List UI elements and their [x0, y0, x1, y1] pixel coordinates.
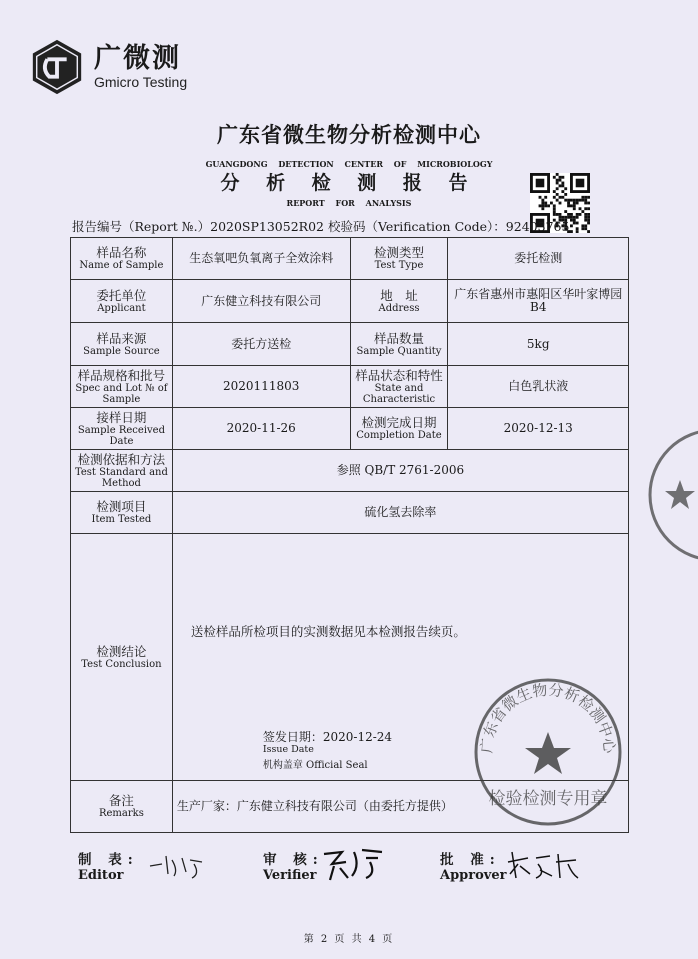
- label-cn: 委托单位: [96, 287, 147, 303]
- verifier-signature-block: [263, 852, 324, 884]
- page-number: 第 2 页 共 4 页: [303, 934, 395, 945]
- label-cn: 接样日期: [96, 409, 147, 425]
- brand-name-en: Gmicro Testing: [94, 74, 188, 90]
- label-en: Item Tested: [91, 514, 152, 525]
- star-icon: [525, 732, 571, 774]
- label-en: Completion Date: [356, 430, 442, 441]
- editor-signature-block: [78, 852, 139, 884]
- row-standard: [71, 450, 629, 492]
- partial-seal-stamp: [640, 425, 698, 565]
- brand-logo: [28, 38, 187, 96]
- label-cn: 检测依据和方法: [77, 451, 166, 467]
- table-row: [71, 323, 629, 366]
- approver-label-cn: 批 准:: [440, 852, 501, 868]
- label-cn: 样品来源: [96, 330, 147, 346]
- verifier-label-en: Verifier: [263, 868, 317, 883]
- row-item: [71, 492, 629, 534]
- label-cn: 样品名称: [96, 245, 147, 260]
- field-value: 广东健立科技有限公司: [172, 280, 350, 323]
- field-value: 2020111803: [172, 366, 350, 408]
- label-en: Spec and Lot № of Sample: [75, 382, 168, 405]
- label-cn: 样品状态和特性: [355, 367, 443, 383]
- editor-label-en: Editor: [78, 868, 124, 883]
- editor-signature: [148, 852, 208, 880]
- field-value: 委托方送检: [172, 323, 350, 366]
- verifier-label-cn: 审 核:: [263, 852, 324, 868]
- label-en: Test Conclusion: [81, 658, 162, 670]
- field-value: 白色乳状液: [448, 366, 629, 408]
- label-en: Name of Sample: [79, 260, 164, 271]
- label-en: Sample Received Date: [77, 424, 165, 447]
- label-en: Address: [378, 302, 420, 314]
- table-row: [71, 280, 629, 323]
- label-en: Test Type: [374, 260, 424, 271]
- label-cn: 地 址: [380, 287, 418, 303]
- label-cn: 检测完成日期: [361, 415, 437, 430]
- gt-logo-icon: [28, 38, 86, 96]
- table-row: [71, 238, 629, 280]
- label-en: Remarks: [98, 808, 144, 819]
- label-cn: 检测项目: [96, 499, 147, 514]
- approver-signature: [506, 848, 582, 884]
- center-title-cn: 广东省微生物分析检测中心: [217, 122, 481, 147]
- standard-value: 参照 QB/T 2761-2006: [172, 450, 628, 492]
- official-seal-label: 机构盖章 Official Seal: [262, 760, 368, 771]
- verifier-signature: [320, 846, 386, 882]
- svg-text:检验检测专用章: 检验检测专用章: [488, 789, 608, 809]
- issue-date: 签发日期：2020-12-24: [262, 730, 393, 744]
- conclusion-text: 送检样品所检项目的实测数据见本检测报告续页。: [190, 624, 466, 639]
- label-en: State and Characteristic: [362, 382, 436, 405]
- issue-date-label-en: Issue Date: [262, 744, 314, 755]
- field-value: 5kg: [448, 323, 629, 366]
- field-value: 2020-12-13: [448, 408, 629, 450]
- brand-name-cn: 广微测: [94, 43, 181, 74]
- report-title-cn: 分 析 检 测 报 告: [220, 172, 478, 194]
- center-title-en: GUANGDONG DETECTION CENTER OF MICROBIOLOGY: [205, 159, 493, 169]
- official-seal-stamp: [472, 676, 624, 828]
- field-value: 生态氧吧负氧离子全效涂料: [172, 238, 350, 280]
- label-cn: 备注: [108, 793, 134, 808]
- approver-label-en: Approver: [440, 868, 507, 883]
- label-cn: 样品规格和批号: [77, 367, 166, 383]
- remarks-value: 生产厂家：广东健立科技有限公司（由委托方提供）: [172, 781, 628, 833]
- approver-signature-block: [440, 852, 506, 884]
- field-value: 2020-11-26: [172, 408, 350, 450]
- table-row: [71, 366, 629, 408]
- label-en: Applicant: [97, 302, 146, 314]
- label-cn: 检测类型: [373, 245, 424, 260]
- label-en: Sample Source: [83, 345, 160, 357]
- report-number: 报告编号（Report №.）2020SP13052R02 校验码（Verification Code）：92403765: [72, 219, 570, 234]
- svg-text:广东省微生物分析检测中心: 广东省微生物分析检测中心: [477, 680, 619, 754]
- field-value: 委托检测: [448, 238, 629, 280]
- label-en: Sample Quantity: [356, 345, 442, 357]
- item-value: 硫化氢去除率: [172, 492, 628, 534]
- report-title-en: REPORT FOR ANALYSIS: [286, 198, 412, 208]
- field-value: 广东省惠州市惠阳区华叶家博园B4: [448, 280, 629, 323]
- label-cn: 样品数量: [373, 330, 424, 346]
- editor-label-cn: 制 表:: [78, 852, 139, 868]
- label-en: Test Standard and Method: [74, 466, 168, 489]
- label-cn: 检测结论: [96, 643, 147, 659]
- table-row: [71, 408, 629, 450]
